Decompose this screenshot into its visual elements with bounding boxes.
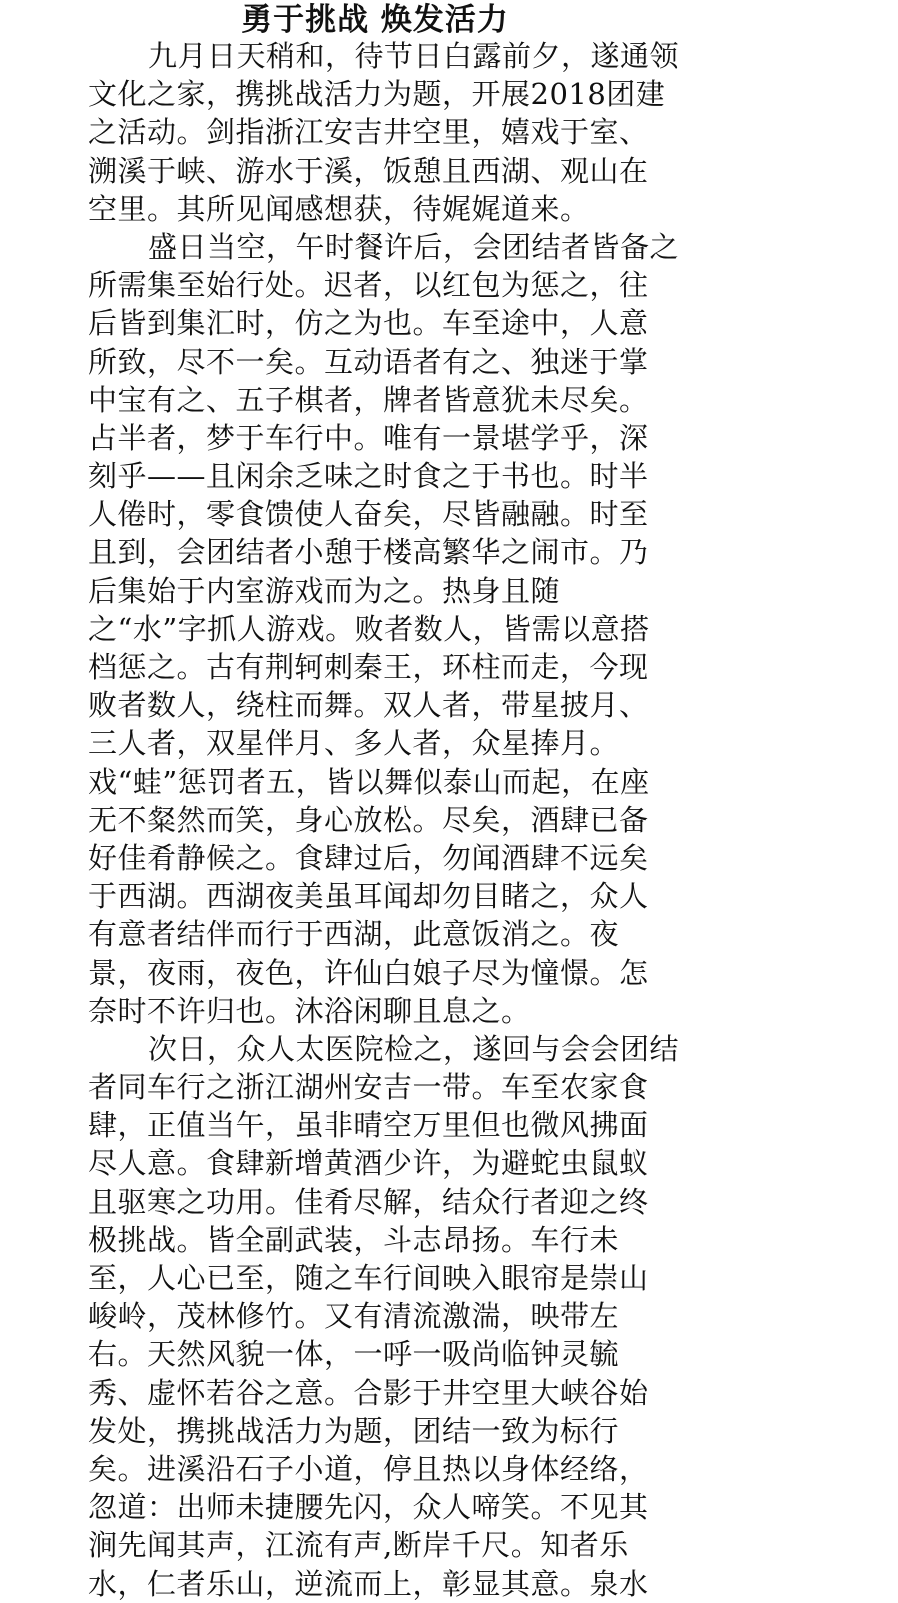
body-line: 所致，尽不一矣。互动语者有之、独迷于掌 xyxy=(88,344,649,379)
body-line: 戏“蛙”惩罚者五，皆以舞似泰山而起，在座 xyxy=(88,764,650,799)
body-line: 奈时不许归也。沐浴闲聊且息之。 xyxy=(88,993,531,1028)
body-line: 占半者，梦于车行中。唯有一景堪学乎，深 xyxy=(88,420,649,455)
body-line: 好佳肴静候之。食肆过后，勿闻酒肆不远矣 xyxy=(88,840,649,875)
body-line: 右。天然风貌一体，一呼一吸尚临钟灵毓 xyxy=(88,1337,620,1372)
body-line: 忽道：出师未捷腰先闪，众人啼笑。不见其 xyxy=(88,1490,649,1525)
body-line: 文化之家，携挑战活力为题，开展2018团建 xyxy=(88,77,666,112)
body-line: 中宝有之、五子棋者，牌者皆意犹未尽矣。 xyxy=(88,382,649,417)
body-line: 矣。进溪沿石子小道，停且热以身体经络， xyxy=(88,1451,649,1486)
article-title: 勇于挑战 焕发活力 xyxy=(241,2,509,38)
body-line: 且到，会团结者小憩于楼高繁华之闹市。乃 xyxy=(88,535,649,570)
body-line: 九月日天稍和，待节日白露前夕，遂通领 xyxy=(148,39,680,73)
body-line: 涧先闻其声，江流有声,断岸千尺。知者乐 xyxy=(88,1528,629,1563)
body-line: 极挑战。皆全副武装，斗志昂扬。车行未 xyxy=(88,1222,620,1257)
body-line: 于西湖。西湖夜美虽耳闻却勿目睹之，众人 xyxy=(88,879,649,914)
body-line: 败者数人，绕柱而舞。双人者，带星披月、 xyxy=(88,688,649,723)
body-line: 秀、虚怀若谷之意。合影于井空里大峡谷始 xyxy=(88,1375,649,1410)
article-body xyxy=(0,37,750,1603)
body-line: 者同车行之浙江湖州安吉一带。车至农家食 xyxy=(88,1070,649,1105)
body-line: 所需集至始行处。迟者，以红包为惩之，往 xyxy=(88,268,649,303)
body-line: 峻岭，茂林修竹。又有清流激湍，映带左 xyxy=(88,1299,620,1334)
body-line: 档惩之。古有荆轲刺秦王，环柱而走，今现 xyxy=(88,650,649,684)
body-line: 后集始于内室游戏而为之。热身且随 xyxy=(88,573,561,608)
body-line: 肆，正值当午，虽非晴空万里但也微风拂面 xyxy=(88,1108,649,1143)
body-line: 溯溪于峡、游水于溪，饭憩且西湖、观山在 xyxy=(88,153,649,188)
body-line: 次日，众人太医院检之，遂回与会会团结 xyxy=(148,1031,680,1066)
body-line: 之“水”字抓人游戏。败者数人，皆需以意搭 xyxy=(88,611,650,646)
body-line: 三人者，双星伴月、多人者，众星捧月。 xyxy=(88,726,620,761)
body-line: 景，夜雨，夜色，许仙白娘子尽为憧憬。怎 xyxy=(88,955,649,990)
body-line: 之活动。剑指浙江安吉井空里，嬉戏于室、 xyxy=(88,115,649,150)
body-line: 且驱寒之功用。佳肴尽解，结众行者迎之终 xyxy=(88,1184,649,1219)
body-line: 空里。其所见闻感想获，待娓娓道来。 xyxy=(88,191,590,226)
body-line: 人倦时，零食馈使人奋矣，尽皆融融。时至 xyxy=(88,497,649,532)
body-line: 无不粲然而笑，身心放松。尽矣，酒肆已备 xyxy=(88,802,649,837)
body-line: 至，人心已至，随之车行间映入眼帘是崇山 xyxy=(88,1261,649,1295)
body-line: 水，仁者乐山，逆流而上，彰显其意。泉水 xyxy=(88,1566,649,1601)
body-line: 盛日当空，午时餐许后，会团结者皆备之 xyxy=(148,229,680,264)
body-line: 后皆到集汇时，仿之为也。车至途中，人意 xyxy=(88,306,649,341)
body-line: 尽人意。食肆新增黄酒少许，为避蛇虫鼠蚁 xyxy=(88,1146,649,1181)
body-line: 有意者结伴而行于西湖，此意饭消之。夜 xyxy=(88,917,620,952)
body-line: 刻乎——且闲余乏味之时食之于书也。时半 xyxy=(88,459,649,494)
body-line: 发处，携挑战活力为题，团结一致为标行 xyxy=(88,1413,620,1448)
